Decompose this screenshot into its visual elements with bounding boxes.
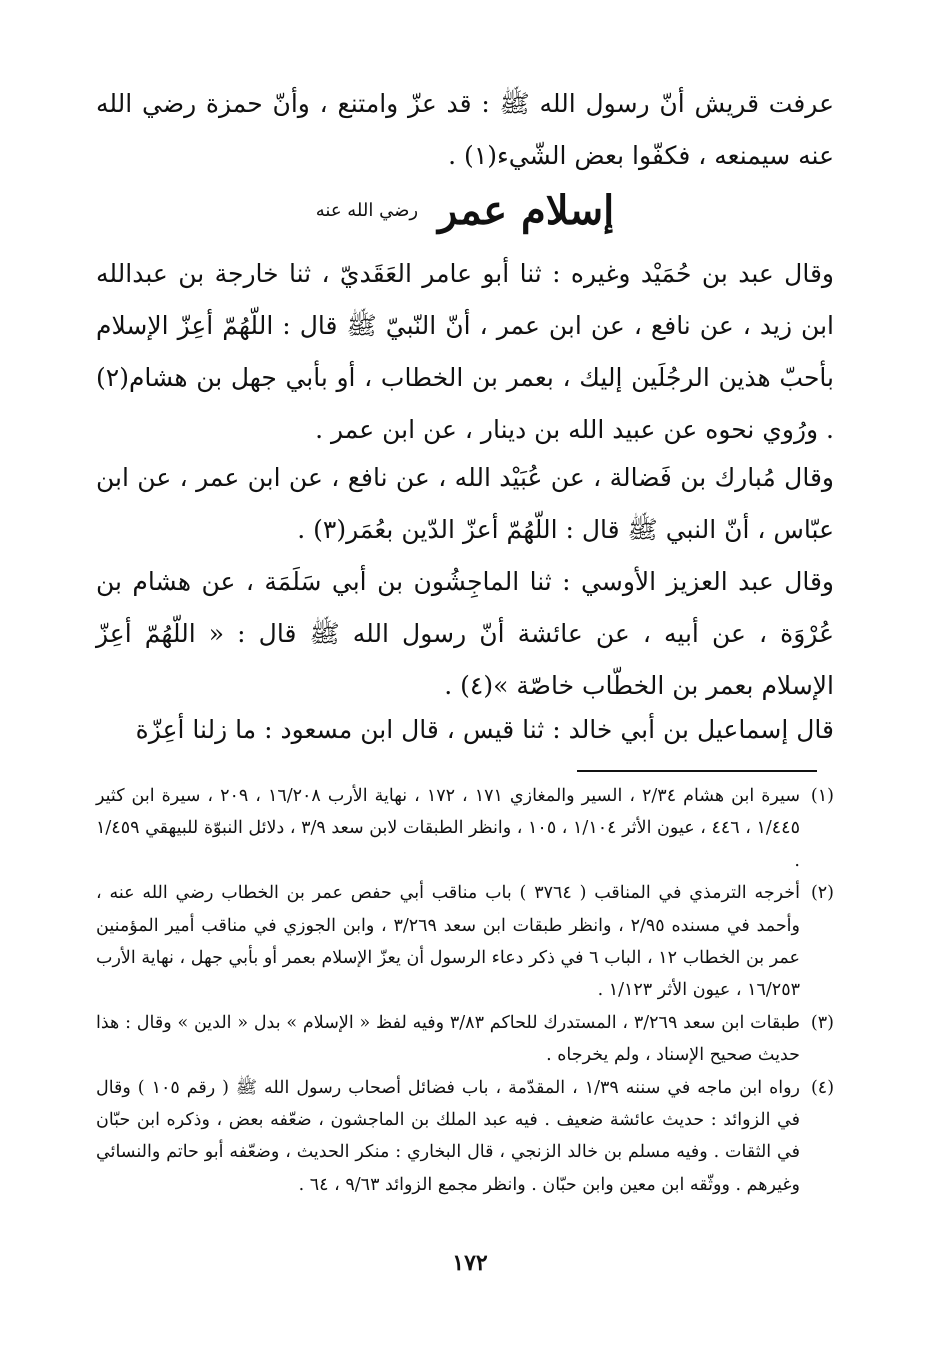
intro-paragraph [96,78,834,182]
section-heading [96,176,834,246]
footnote-text: طبقات ابن سعد ٣/٢٦٩ ، المستدرك للحاكم ٣/٨٣ وفيه لفظ « الإسلام » بدل « الدين » وقال : هذا حديث صحيح الإسناد ، ولم يخرجاه . [96,1012,800,1066]
page-number: ١٧٢ [452,1250,488,1276]
footnote-number: (٤) [810,1077,835,1098]
footnote-text: سيرة ابن هشام ٢/٣٤ ، السير والمغازي ١٧١ ، ١٧٢ ، نهاية الأرب ١٦/٢٠٨ ، ٢٠٩ ، سيرة ابن كثير ١/٤٤٥ ، ٤٤٦ ، عيون الأثر ١/١٠٤ ، ١٠٥ ، وانظر الطبقات لابن سعد ٣/٩ ، دلائل النبوّة للبيهقي ١/٤٥٩ . [96,786,800,871]
footnote-text: أخرجه الترمذي في المناقب ( ٣٧٦٤ ) باب مناقب أبي حفص عمر بن الخطاب رضي الله عنه ، وأحمد في مسنده ٢/٩٥ ، وانظر طبقات ابن سعد ٣/٢٦٩ ، وابن الجوزي في مناقب أمير المؤمنين عمر بن الخطاب ١٢ ، الباب ٦ في ذكر دعاء الرسول أن يعزّ الإسلام بعمر أو بأبي جهل ، نهاية الأرب ١٦/٢٥٣ ، عيون الأثر ١/١٢٣ . [96,883,800,1001]
paragraph-text: وقال عبد العزيز الأوسي : ثنا الماجِشُون بن أبي سَلَمَة ، عن هشام بن عُرْوَة ، عن أبيه ، عن عائشة أنّ رسول الله ﷺ قال : « اللّهُمّ أعِزّ الإسلام بعمر بن الخطّاب خاصّة »(٤) . [96,567,834,700]
section-title: إسلام عمر [438,187,615,234]
footnote [96,877,834,1007]
footnotes [96,780,834,1201]
footnote-number: (٢) [810,883,834,904]
footnote-text: رواه ابن ماجه في سننه ١/٣٩ ، المقدّمة ، باب فضائل أصحاب رسول الله ﷺ ( رقم ١٠٥ ) وقال في الزوائد : حديث عائشة ضعيف . فيه عبد الملك بن الماجشون ، ضعّفه بعض ، وذكره ابن حبّان في الثقات . وفيه مسلم بن خالد الزنجي ، قال البخاري : منكر الحديث ، وضعّفه أبو حاتم والنسائي وغيرهم . ووثّقه ابن معين وابن حبّان . وانظر مجمع الزوائد ٩/٦٣ ، ٦٤ . [96,1077,801,1195]
paragraph-text: وقال مُبارك بن فَضالة ، عن عُبَيْد الله ، عن نافع ، عن ابن عمر ، عن ابن عبّاس ، أنّ النبي ﷺ قال : اللّهُمّ أعزّ الدّين بعُمَر(٣) . [96,463,834,544]
footnote [96,780,834,877]
paragraph [96,452,834,556]
footnote-number: (١) [810,786,834,806]
intro-text: عرفت قريش أنّ رسول الله ﷺ : قد عزّ وامتنع ، وأنّ حمزة رضي الله عنه سيمنعه ، فكفّوا بعض الشّيء(١) . [96,89,834,170]
paragraph [96,248,834,456]
paragraph-text: وقال عبد بن حُمَيْد وغيره : ثنا أبو عامر العَقَديّ ، ثنا خارجة بن عبدالله ابن زيد ، عن نافع ، عن ابن عمر ، أنّ النّبيّ ﷺ قال : اللّهُمّ أعِزّ الإسلام بأحبّ هذين الرجُلَين إليك ، بعمر بن الخطاب ، أو بأبي جهل بن هشام(٢) . ورُوي نحوه عن عبيد الله بن دينار ، عن ابن عمر . [96,259,834,444]
footnote [96,1072,834,1202]
footnote-divider [577,770,817,772]
paragraph [96,704,834,756]
footnote-number: (٣) [810,1012,834,1033]
paragraph-text: قال إسماعيل بن أبي خالد : ثنا قيس ، قال ابن مسعود : ما زلنا أعِزّة [135,715,834,744]
honorific: رضي الله عنه [315,200,419,221]
footnote [96,1007,834,1072]
paragraph [96,556,834,712]
